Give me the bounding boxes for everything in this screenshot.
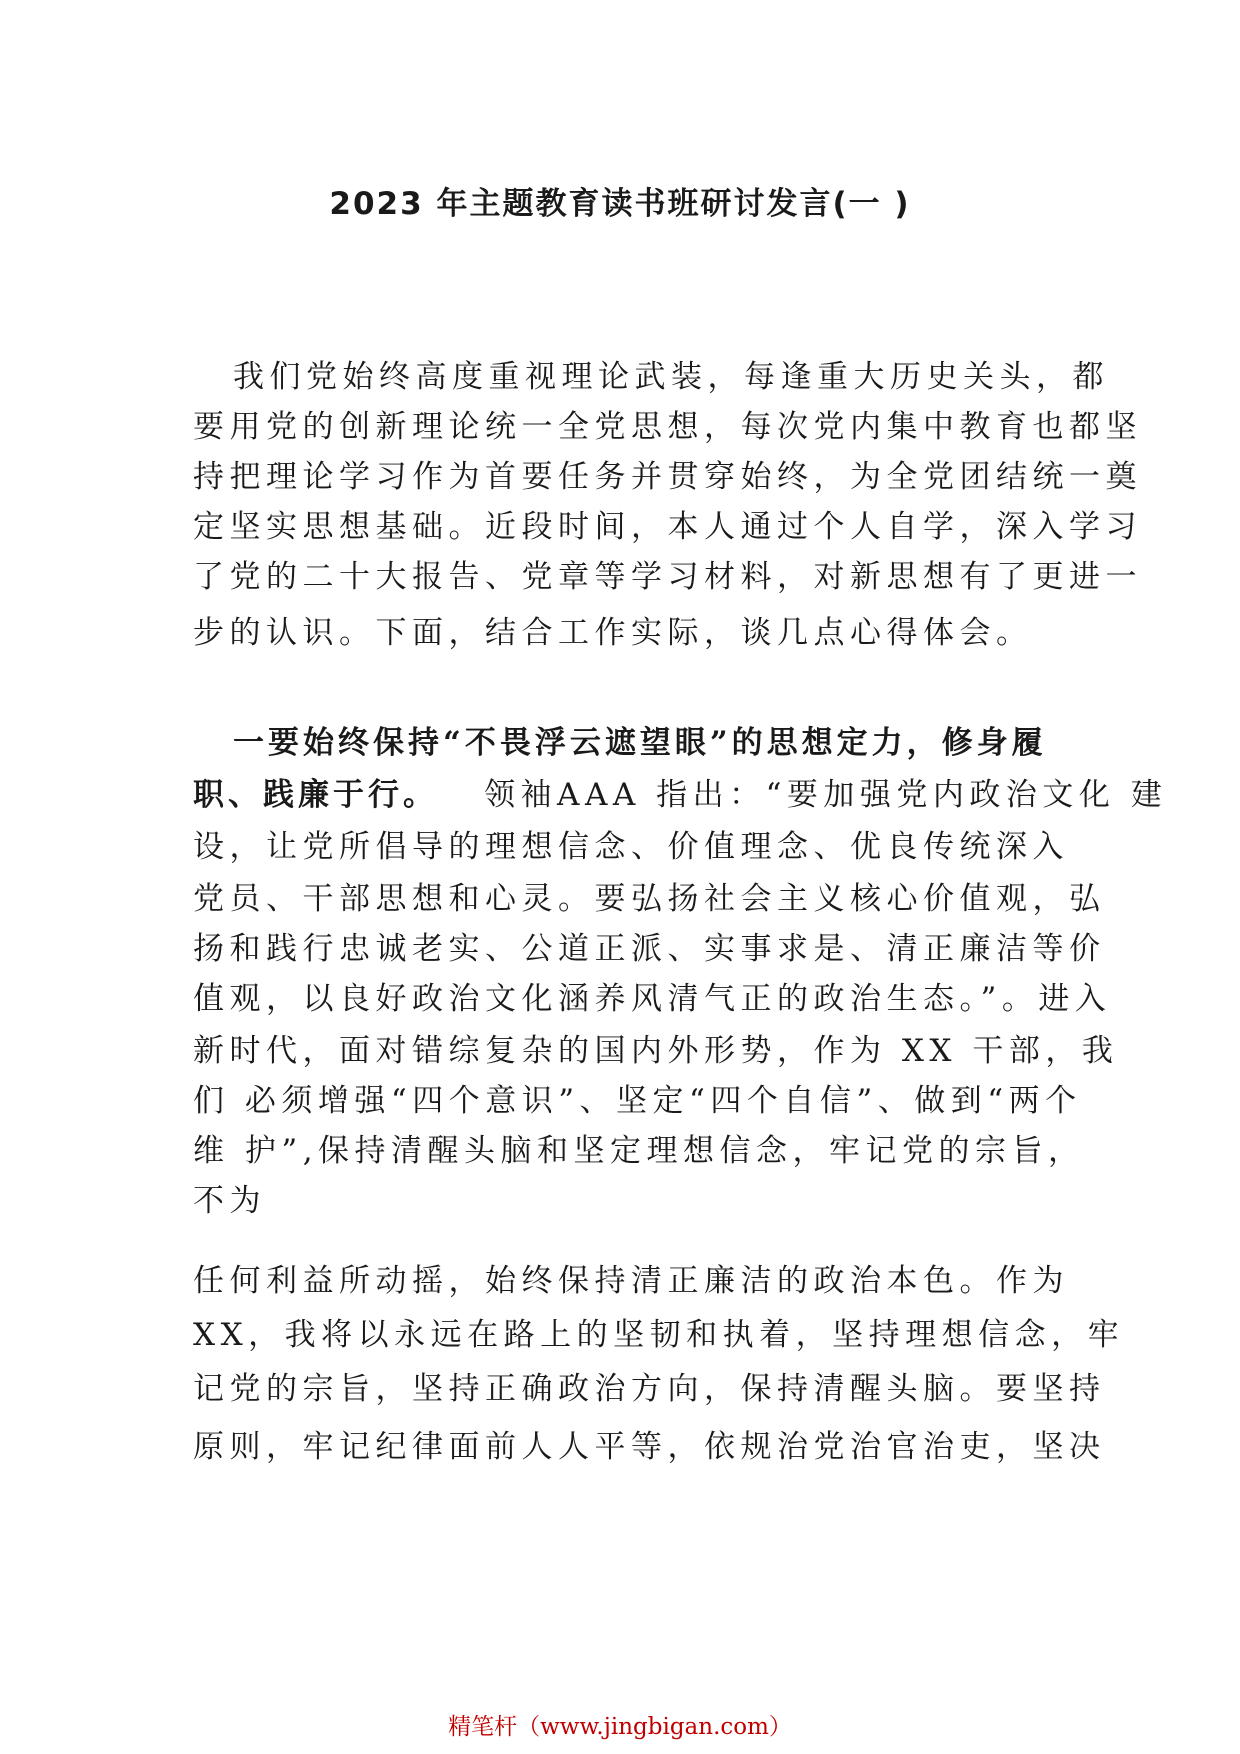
body-line: 扬和践行忠诚老实、公道正派、实事求是、清正廉洁等价 <box>193 931 1106 967</box>
body-line: 维 护”,保持清醒头脑和坚定理想信念，牢记党的宗旨， <box>193 1133 1085 1169</box>
document-title: 2023 年主题教育读书班研讨发言(一 ) <box>329 186 911 222</box>
body-line: 记党的宗旨，坚持正确政治方向，保持清醒头脑。要坚持 <box>193 1371 1106 1407</box>
section-heading-text: 职、践廉于行。 <box>193 777 438 813</box>
body-line: 任何利益所动摇，始终保持清正廉洁的政治本色。作为 <box>193 1263 1069 1299</box>
section-heading-text: 一要始终保持“不畏浮云遮望眼”的思想定力，修身履 <box>233 725 1047 761</box>
body-line: 原则，牢记纪律面前人人平等，依规治党治官治吏，坚决 <box>193 1429 1106 1465</box>
body-line: 新时代，面对错综复杂的国内外形势，作为 XX 干部，我 <box>193 1033 1119 1069</box>
footer-watermark: 精笔杆（www.jingbigan.com） <box>448 1714 792 1740</box>
body-line: 不为 <box>193 1183 266 1219</box>
body-line: 我们党始终高度重视理论武装，每逢重大历史关头，都 <box>233 359 1109 395</box>
body-line: 要用党的创新理论统一全党思想，每次党内集中教育也都坚 <box>193 409 1142 445</box>
body-line: 了党的二十大报告、党章等学习材料，对新思想有了更进一 <box>193 559 1142 595</box>
section-heading-line <box>233 723 1047 763</box>
body-line: 值观，以良好政治文化涵养风清气正的政治生态。”。进入 <box>193 981 1112 1017</box>
body-line: XX，我将以永远在路上的坚韧和执着，坚持理想信念，牢 <box>193 1317 1125 1353</box>
body-line: 定坚实思想基础。近段时间，本人通过个人自学，深入学习 <box>193 509 1142 545</box>
body-line: 设，让党所倡导的理想信念、价值理念、优良传统深入 <box>193 829 1069 865</box>
body-line: 们 必须增强“四个意识”、坚定“四个自信”、做到“两个 <box>193 1083 1082 1119</box>
body-line <box>193 775 1167 815</box>
body-line: 党员、干部思想和心灵。要弘扬社会主义核心价值观，弘 <box>193 881 1106 917</box>
body-line: 持把理论学习作为首要任务并贯穿始终，为全党团结统一奠 <box>193 459 1142 495</box>
body-text: 领袖AAA 指出：“要加强党内政治文化 建 <box>484 777 1168 813</box>
body-line: 步的认识。下面，结合工作实际，谈几点心得体会。 <box>193 615 1033 651</box>
